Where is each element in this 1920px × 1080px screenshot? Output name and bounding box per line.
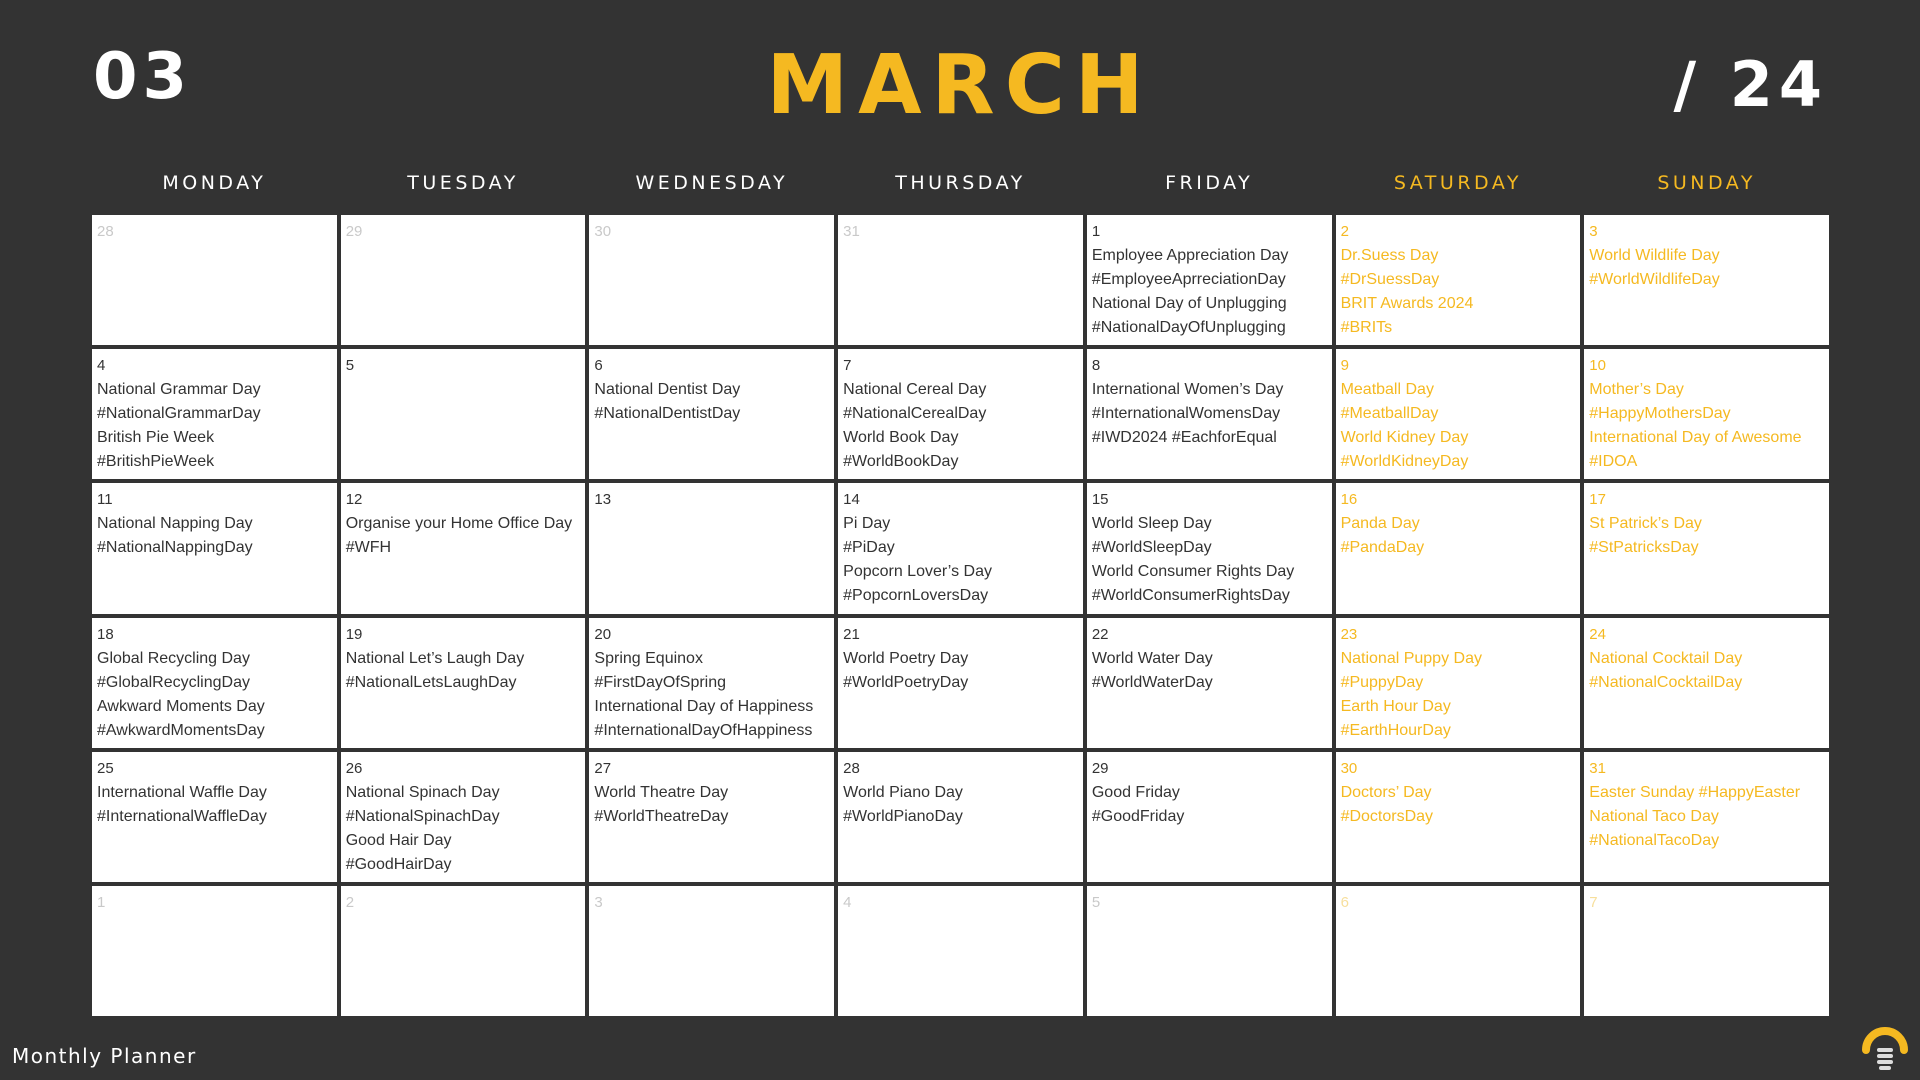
day-cell[interactable] [838, 752, 1083, 882]
event-item: #IDOA [1589, 453, 1638, 471]
event-list [594, 378, 829, 426]
event-item: Doctors’ Day [1340, 783, 1432, 801]
event-item: World Kidney Day [1340, 429, 1469, 447]
day-number: 1 [97, 893, 106, 911]
event-item: Organise your Home Office Day [345, 515, 573, 533]
event-item: #NationalSpinachDay [345, 807, 500, 825]
event-list [346, 647, 581, 695]
event-item: Mother’s Day [1589, 381, 1684, 399]
event-item: #NationalCocktailDay [1589, 673, 1743, 691]
day-cell[interactable] [1087, 618, 1332, 748]
day-number: 9 [1340, 357, 1349, 375]
day-number: 2 [345, 893, 355, 911]
event-item: National Spinach Day [345, 783, 500, 801]
event-list [1589, 781, 1824, 853]
day-cell[interactable] [1584, 618, 1829, 748]
day-number: 2 [1340, 223, 1349, 240]
event-item: #WorldBookDay [843, 453, 959, 471]
day-cell[interactable] [92, 215, 337, 345]
event-item: #WorldWildlifeDay [1589, 271, 1720, 288]
day-cell[interactable] [1336, 349, 1581, 479]
year: / 24 [1673, 48, 1828, 121]
day-cell[interactable] [92, 752, 337, 882]
event-item: #BritishPieWeek [97, 453, 215, 471]
event-list [97, 512, 332, 560]
day-cell[interactable] [1584, 752, 1829, 882]
day-cell[interactable] [1087, 752, 1332, 882]
event-list [97, 647, 332, 743]
event-list [1589, 512, 1824, 560]
event-item: International Waffle Day [97, 783, 267, 801]
day-number: 29 [1091, 759, 1109, 777]
event-item: #WorldSleepDay [1091, 539, 1212, 557]
day-cell[interactable] [589, 349, 834, 479]
event-list [97, 781, 332, 829]
day-number: 28 [843, 759, 860, 777]
event-list [346, 781, 581, 877]
day-number: 10 [1589, 357, 1606, 375]
weekday-sunday: SUNDAY [1657, 172, 1756, 194]
event-list [1589, 378, 1824, 474]
day-number: 31 [1589, 759, 1606, 777]
event-item: National Dentist Day [594, 381, 741, 399]
day-cell[interactable] [1584, 886, 1829, 1016]
event-item: World Sleep Day [1091, 515, 1212, 533]
day-cell[interactable] [341, 349, 586, 479]
event-item: #DrSuessDay [1340, 271, 1440, 288]
day-number: 11 [97, 491, 113, 509]
event-item: National Napping Day [97, 515, 253, 533]
event-item: #NationalCerealDay [843, 405, 987, 423]
event-item: Panda Day [1340, 515, 1420, 533]
event-item: Pi Day [843, 515, 891, 533]
event-item: World Wildlife Day [1589, 247, 1720, 264]
event-item: #WorldTheatreDay [594, 807, 729, 825]
day-number: 3 [594, 893, 603, 911]
event-item: #PuppyDay [1340, 673, 1424, 691]
event-item: Meatball Day [1340, 381, 1434, 399]
day-cell[interactable] [341, 483, 586, 613]
event-item: #GoodFriday [1091, 807, 1185, 825]
event-item: Employee Appreciation Day [1091, 247, 1289, 264]
event-item: World Theatre Day [594, 783, 729, 801]
event-item: #BRITs [1340, 319, 1393, 336]
day-number: 23 [1340, 625, 1358, 643]
day-cell[interactable] [1087, 349, 1332, 479]
day-number: 24 [1589, 625, 1606, 643]
day-number: 6 [1340, 893, 1349, 911]
day-cell[interactable] [838, 618, 1083, 748]
day-number: 17 [1589, 491, 1606, 509]
day-cell[interactable] [1584, 215, 1829, 345]
event-item: #NationalDayOfUnplugging [1091, 319, 1286, 336]
event-item: Earth Hour Day [1340, 697, 1451, 715]
event-list [1092, 781, 1327, 829]
day-number: 7 [843, 357, 852, 375]
day-cell[interactable] [1584, 349, 1829, 479]
day-cell[interactable] [341, 215, 586, 345]
event-item: #WorldWaterDay [1091, 673, 1213, 691]
event-item: #NationalDentistDay [594, 405, 741, 423]
day-number: 1 [1091, 223, 1101, 240]
event-item: Dr.Suess Day [1340, 247, 1439, 264]
event-item: #WFH [345, 539, 392, 557]
day-cell[interactable] [341, 752, 586, 882]
footer-label: Monthly Planner [12, 1044, 197, 1068]
day-number: 26 [345, 759, 363, 777]
lightbulb-logo-icon [1860, 1020, 1910, 1072]
event-item: #WorldConsumerRightsDay [1091, 587, 1290, 605]
day-cell[interactable] [838, 483, 1083, 613]
event-item: Spring Equinox [594, 649, 703, 667]
event-item: #DoctorsDay [1340, 807, 1434, 825]
event-list [1589, 647, 1824, 695]
event-item: #FirstDayOfSpring [594, 673, 727, 691]
day-number: 5 [1091, 893, 1101, 911]
day-number: 30 [1340, 759, 1358, 777]
event-item: Popcorn Lover’s Day [843, 563, 992, 581]
day-number: 5 [345, 357, 355, 375]
event-item: National Puppy Day [1340, 649, 1482, 667]
day-cell[interactable] [1336, 886, 1581, 1016]
weekday-saturday: SATURDAY [1393, 172, 1522, 194]
event-item: #NationalGrammarDay [97, 405, 261, 423]
event-item: #PiDay [843, 539, 895, 557]
day-number: 20 [594, 625, 612, 643]
event-item: #NationalTacoDay [1589, 831, 1720, 849]
event-list [594, 781, 829, 829]
event-item: World Piano Day [843, 783, 963, 801]
day-cell[interactable] [1336, 483, 1581, 613]
day-number: 30 [594, 223, 612, 240]
event-list [1092, 378, 1327, 450]
event-item: International Day of Awesome [1589, 429, 1802, 447]
day-cell[interactable] [1087, 215, 1332, 345]
day-number: 12 [345, 491, 363, 509]
event-item: #EarthHourDay [1340, 721, 1451, 739]
event-item: International Day of Happiness [594, 697, 814, 715]
day-cell[interactable] [1087, 886, 1332, 1016]
day-cell[interactable] [838, 349, 1083, 479]
event-item: National Day of Unplugging [1091, 295, 1287, 312]
event-item: National Cocktail Day [1589, 649, 1743, 667]
event-item: World Consumer Rights Day [1091, 563, 1295, 581]
event-item: #HappyMothersDay [1589, 405, 1731, 423]
event-item: #StPatricksDay [1589, 539, 1699, 557]
day-number: 16 [1340, 491, 1358, 509]
event-item: #MeatballDay [1340, 405, 1439, 423]
day-number: 22 [1091, 625, 1109, 643]
day-cell[interactable] [838, 215, 1083, 345]
event-list [1341, 781, 1576, 829]
event-list [1341, 647, 1576, 743]
event-item: National Taco Day [1589, 807, 1719, 825]
day-cell[interactable] [1336, 618, 1581, 748]
day-cell[interactable] [92, 886, 337, 1016]
event-list [1092, 647, 1327, 695]
event-item: BRIT Awards 2024 [1340, 295, 1474, 312]
event-item: International Women’s Day [1091, 381, 1284, 399]
day-cell[interactable] [341, 618, 586, 748]
day-number: 14 [843, 491, 860, 509]
event-list [594, 647, 829, 743]
event-item: #WorldPianoDay [843, 807, 963, 825]
event-list [346, 512, 581, 560]
event-item: #NationalNappingDay [97, 539, 253, 557]
day-number: 19 [345, 625, 363, 643]
weekday-thursday: THURSDAY [895, 172, 1026, 194]
event-list [1341, 512, 1576, 560]
day-number: 28 [97, 223, 114, 240]
day-cell[interactable] [589, 618, 834, 748]
event-list [97, 378, 332, 474]
day-cell[interactable] [92, 618, 337, 748]
event-item: Awkward Moments Day [97, 697, 265, 715]
day-cell[interactable] [838, 886, 1083, 1016]
event-list [1092, 512, 1327, 608]
event-item: #GoodHairDay [345, 855, 452, 873]
event-item: National Let’s Laugh Day [345, 649, 525, 667]
event-item: World Water Day [1091, 649, 1213, 667]
event-list [1341, 244, 1576, 340]
day-cell[interactable] [1336, 752, 1581, 882]
event-item: #NationalLetsLaughDay [345, 673, 517, 691]
weekday-tuesday: TUESDAY [407, 172, 519, 194]
event-item: Global Recycling Day [97, 649, 250, 667]
day-number: 21 [843, 625, 860, 643]
weekday-monday: MONDAY [162, 172, 267, 194]
day-cell[interactable] [1336, 215, 1581, 345]
month-number: 03 [93, 40, 193, 114]
day-cell[interactable] [589, 886, 834, 1016]
event-list [843, 378, 1078, 474]
weekday-friday: FRIDAY [1165, 172, 1254, 194]
event-item: #GlobalRecyclingDay [97, 673, 250, 691]
event-item: #EmployeeAprreciationDay [1091, 271, 1286, 288]
day-number: 7 [1589, 893, 1598, 911]
day-number: 6 [594, 357, 603, 375]
event-list [1589, 244, 1824, 292]
day-number: 4 [843, 893, 852, 911]
event-item: #InternationalDayOfHappiness [594, 721, 813, 739]
event-item: #IWD2024 #EachforEqual [1091, 429, 1277, 447]
day-cell[interactable] [92, 349, 337, 479]
day-cell[interactable] [589, 752, 834, 882]
event-list [843, 512, 1078, 608]
event-item: #InternationalWomensDay [1091, 405, 1281, 423]
day-number: 31 [843, 223, 860, 240]
day-number: 25 [97, 759, 114, 777]
event-list [1092, 244, 1327, 340]
day-number: 3 [1589, 223, 1598, 240]
event-item: Good Hair Day [345, 831, 452, 849]
event-item: National Grammar Day [97, 381, 261, 399]
day-number: 13 [594, 491, 612, 509]
day-number: 8 [1091, 357, 1101, 375]
event-list [843, 781, 1078, 829]
day-number: 27 [594, 759, 612, 777]
day-cell[interactable] [1584, 483, 1829, 613]
event-item: Easter Sunday #HappyEaster [1589, 783, 1801, 801]
day-cell[interactable] [1087, 483, 1332, 613]
day-number: 18 [97, 625, 114, 643]
event-item: #PandaDay [1340, 539, 1425, 557]
event-item: St Patrick’s Day [1589, 515, 1702, 533]
event-item: #WorldKidneyDay [1340, 453, 1469, 471]
day-cell[interactable] [341, 886, 586, 1016]
day-cell[interactable] [589, 483, 834, 613]
day-number: 4 [97, 357, 106, 375]
month-name: MARCH [766, 38, 1154, 133]
calendar-grid [92, 215, 1829, 1016]
day-cell[interactable] [92, 483, 337, 613]
event-item: Good Friday [1091, 783, 1180, 801]
event-item: World Book Day [843, 429, 959, 447]
day-cell[interactable] [589, 215, 834, 345]
event-item: World Poetry Day [843, 649, 969, 667]
event-item: #PopcornLoversDay [843, 587, 989, 605]
event-item: #AwkwardMomentsDay [97, 721, 265, 739]
weekday-header-row [92, 172, 1829, 202]
weekday-wednesday: WEDNESDAY [635, 172, 789, 194]
event-item: National Cereal Day [843, 381, 987, 399]
day-number: 15 [1091, 491, 1109, 509]
event-item: #WorldPoetryDay [843, 673, 969, 691]
day-number: 29 [345, 223, 363, 240]
event-list [1341, 378, 1576, 474]
event-item: British Pie Week [97, 429, 215, 447]
event-list [843, 647, 1078, 695]
event-item: #InternationalWaffleDay [97, 807, 267, 825]
